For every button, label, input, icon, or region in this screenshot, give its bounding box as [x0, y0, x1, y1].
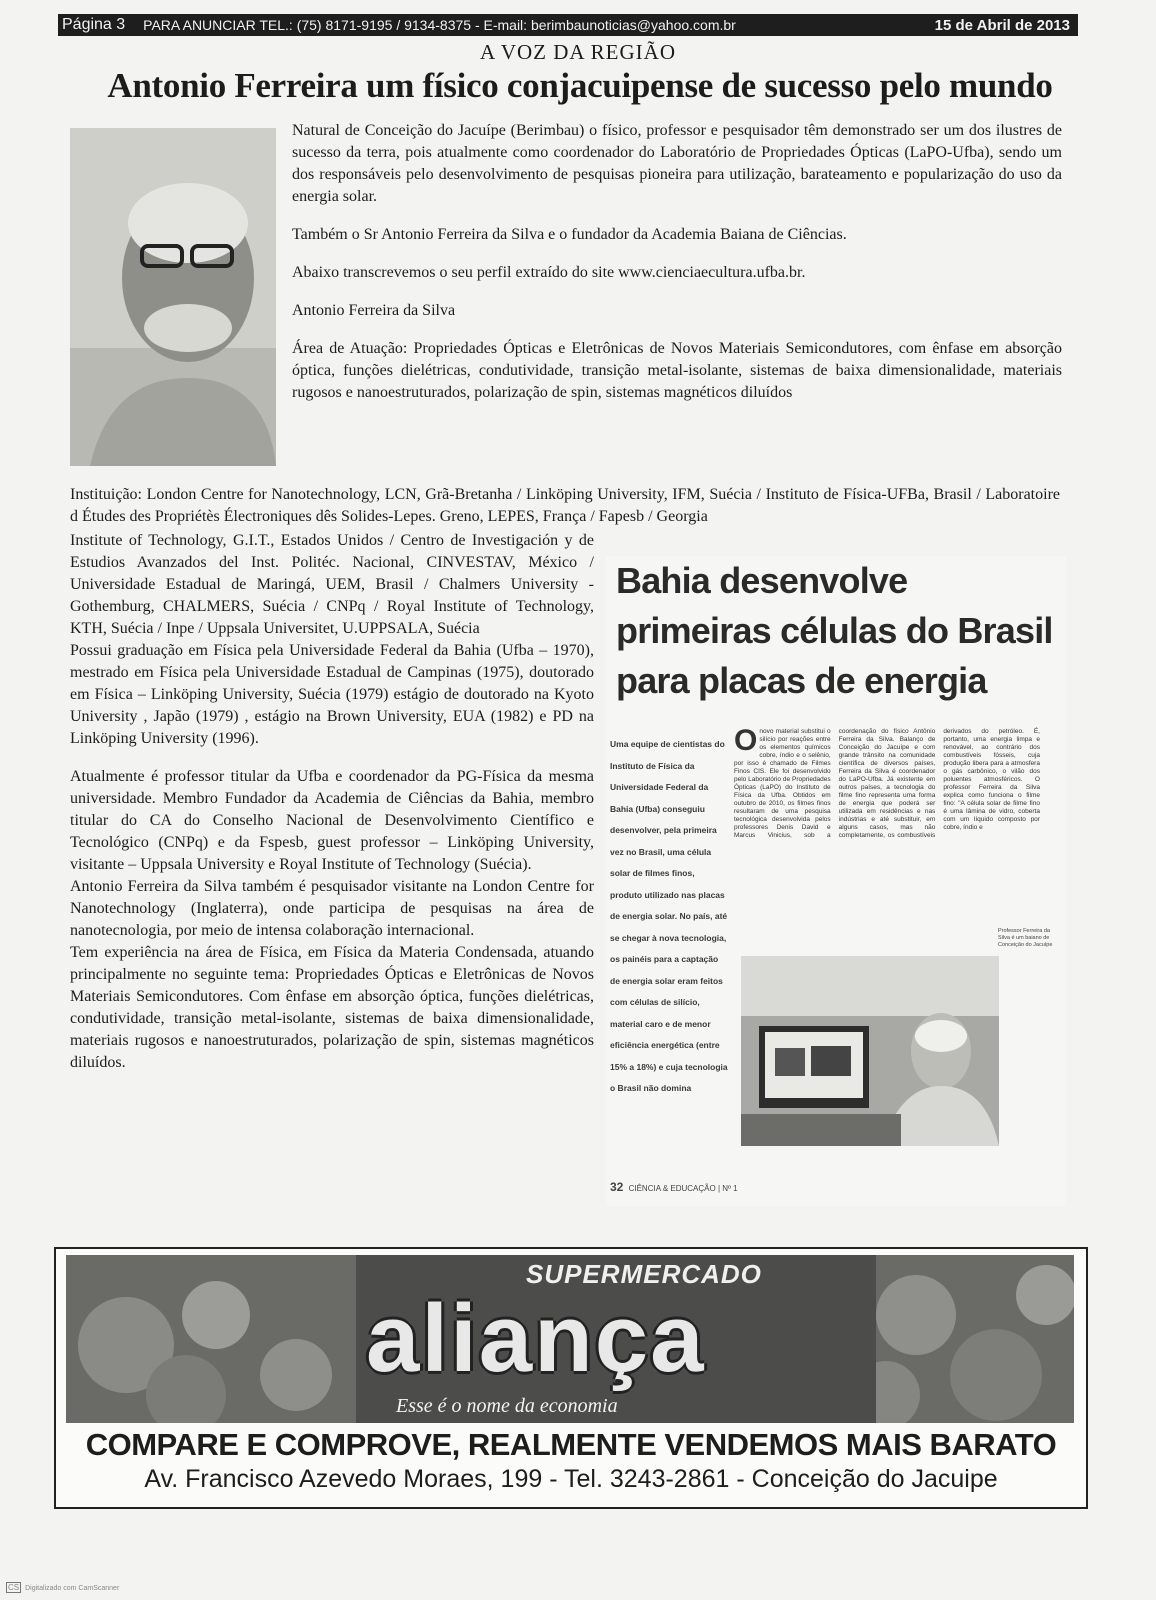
portrait-photo [70, 128, 276, 466]
ad-headline: COMPARE E COMPROVE, REALMENTE VENDEMOS MAIS BARATO [85, 1427, 1057, 1462]
ad-slogan: Esse é o nome da economia [396, 1395, 618, 1417]
current-position-paragraph: Atualmente é professor titular da Ufba e coordenador da PG-Física da mesma universidade. Membro Fundador da Academia de Ciências da Bahia, membro titular do CA do Conselho Nacional de Desenvolvimento Científico e Tecnológico (CNPq) e da Fspesb, guest professor – Linköping University, visitante – Uppsala University e Royal Institute of Technology (Suécia). [70, 768, 594, 873]
article-headline: Antonio Ferreira um físico conjacuipense de sucesso pelo mundo [107, 66, 1053, 105]
clipping-publication: CIÊNCIA & EDUCAÇÃO | Nº 1 [628, 1184, 738, 1193]
intro-paragraph: Natural de Conceição do Jacuípe (Berimbau) o físico, professor e pesquisador têm demonstrado ser um dos ilustres de sucesso da terra, pois atualmente como coordenador do Laboratório de Propriedades Ópticas (LaPO-Ufba), sendo um dos responsáveis pelo desenvolvimento de pesquisas pioneira para utilização, barateamento e popularização do uso da energia solar. [292, 122, 1062, 205]
clipping-lead: Uma equipe de cientistas do Instituto de Física da Universidade Federal da Bahia (Ufba) conseguiu desenvolver, pela primeira vez no Brasil, uma célula solar de filmes finos, produto utilizado nas placas de energia solar. No país, até se chegar à nova tecnologia, os painéis para a captação de energia solar eram feitos com células de silício, material caro e de menor eficiência energética (entre 15% a 18%) e cuja tecnologia o Brasil não domina [610, 739, 728, 1093]
profile-name: Antonio Ferreira da Silva [292, 302, 456, 319]
ad-address: Av. Francisco Azevedo Moraes, 199 - Tel. 3243-2861 - Conceição do Jacuipe [144, 1465, 998, 1493]
page-header-bar [58, 14, 1078, 36]
clipping-title: Bahia desenvolve primeiras células do Brasil para placas de energia [616, 560, 1053, 701]
section-label: A VOZ DA REGIÃO [479, 40, 677, 64]
clipping-photo [741, 956, 999, 1146]
clipping-footer [610, 1180, 810, 1194]
clipping-body-text: novo material substitui o silício por reações entre os elementos químicos cobre, índio e o selênio, por isso é chamado de Filmes Finos CIS. Ele foi desenvolvido pelo Laboratório de Propriedades Ópticas (LaPO) do Instituto de Física da Ufba. Obtidos em outubro de 2010, os filmes finos resultaram de uma pesquisa tecnológica desenvolvida pelos professores Denis David e Marcus Vinicius, sob a coordenação do físico Antônio Ferreira da Silva. Balanço de Conceição do Jacuípe e com grande trânsito na comunidade científica de diversos países, Ferreira da Silva é coordenador do LaPO-Ufba. Já existente em outros países, a tecnologia do filme fino representa uma forma de energia que poderá ser utilizada em residências e nas indústrias e até substituir, em alguns casos, mas não completamente, os combustíveis derivados do petróleo. É, portanto, uma energia limpa e renovável, ao contrário dos combustíveis fósseis, cuja produção libera para a atmosfera o gás carbônico, o vilão dos poluentes atmosféricos. O professor Ferreira da Silva explica como funciona o filme fino: "A célula solar de filme fino é uma lâmina de vidro, coberta com um líquido composto por cobre, índio e [734, 728, 1040, 839]
visiting-researcher-paragraph: Antonio Ferreira da Silva também é pesquisador visitante na London Centre for Nanotechnology (Inglaterra), onde participa de pesquisas na área de nanotecnologia, por meio de intensa colaboração internacional. [70, 878, 594, 939]
intro-paragraph: Também o Sr Antonio Ferreira da Silva e o fundador da Academia Baiana de Ciências. [292, 226, 847, 243]
left-column [70, 530, 594, 1074]
supermarket-advertisement [54, 1247, 1088, 1509]
ad-brand-logo: aliança [366, 1285, 706, 1392]
ad-contact-line: PARA ANUNCIAR TEL.: (75) 8171-9195 / 9134-8375 - E-mail: berimbaunoticias@yahoo.com.br [143, 17, 736, 33]
news-clipping [606, 556, 1066, 1206]
issue-date: 15 de Abril de 2013 [934, 16, 1070, 34]
scanner-text: Digitalizado com CamScanner [25, 1585, 120, 1592]
intro-paragraph: Abaixo transcrevemos o seu perfil extraído do site www.cienciaecultura.ufba.br. [292, 264, 806, 281]
clipping-body [734, 724, 1040, 840]
ad-supermercado-label: SUPERMERCADO [526, 1259, 762, 1289]
clipping-dropcap: O [734, 724, 758, 757]
intro-text [292, 120, 1062, 420]
clipping-photo-caption: Professor Ferreira da Silva é um baiano de Conceição do Jacuípe [998, 928, 1053, 948]
institution-continued: Institute of Technology, G.I.T., Estados Unidos / Centro de Investigación y de Estudios Avanzados del Inst. Politéc. Nacional, CINVESTAV, México / Universidade Estadual de Maringá, UEM, Brasil / Chalmers University -Gothemburg, CHALMERS, Suécia / CNPq / Royal Institute of Technology, KTH, Suécia / Inpe / Uppsala Universitet, U.UPPSALA, Suécia [70, 532, 594, 637]
page-number: Página 3 [62, 16, 126, 33]
institution-paragraph: Instituição: London Centre for Nanotechnology, LCN, Grã-Bretanha / Linköping University, IFM, Suécia / Instituto de Física-UFBa, Brasil / Laboratoire d Études des Propriétès Électroniques dês Solides-Lepes. Greno, LEPES, França / Fapesb / Georgia [70, 486, 1060, 525]
clipping-page-number: 32 [610, 1180, 624, 1194]
education-paragraph: Possui graduação em Física pela Universidade Federal da Bahia (Ufba – 1970), mestrado em Física pela Universidade Estadual de Campinas (1975), doutorado em Física – Linköping University, Suécia (1979) estágio de doutorado na Kyoto University , Japão (1979) , estágio na Brown University, EUA (1982) e PD na Linköping University (1996). [70, 642, 594, 747]
scanner-watermark [6, 1582, 119, 1593]
experience-paragraph: Tem experiência na área de Física, em Física da Materia Condensada, atuando principalmente no seguinte tema: Propriedades Ópticas e Eletrônicas de Novos Materiais Semicondutores. Com ênfase em absorção óptica, funções dielétricas, condutividade, transição metal-isolante, sistemas de baixa dimensionalidade, materiais rugosos e nanoestruturados, polarização de spin, sistemas magnéticos diluídos. [70, 944, 594, 1071]
camscanner-icon: CS [8, 1583, 20, 1592]
ad-banner [66, 1255, 1074, 1423]
area-of-work: Área de Atuação: Propriedades Ópticas e Eletrônicas de Novos Materiais Semicondutores, com ênfase em absorção óptica, funções dielétricas, condutividade, transição metal-isolante, sistemas de baixa dimensionalidade, materiais rugosos e nanoestruturados, polarização de spin, sistemas magnéticos diluídos [292, 340, 1062, 401]
